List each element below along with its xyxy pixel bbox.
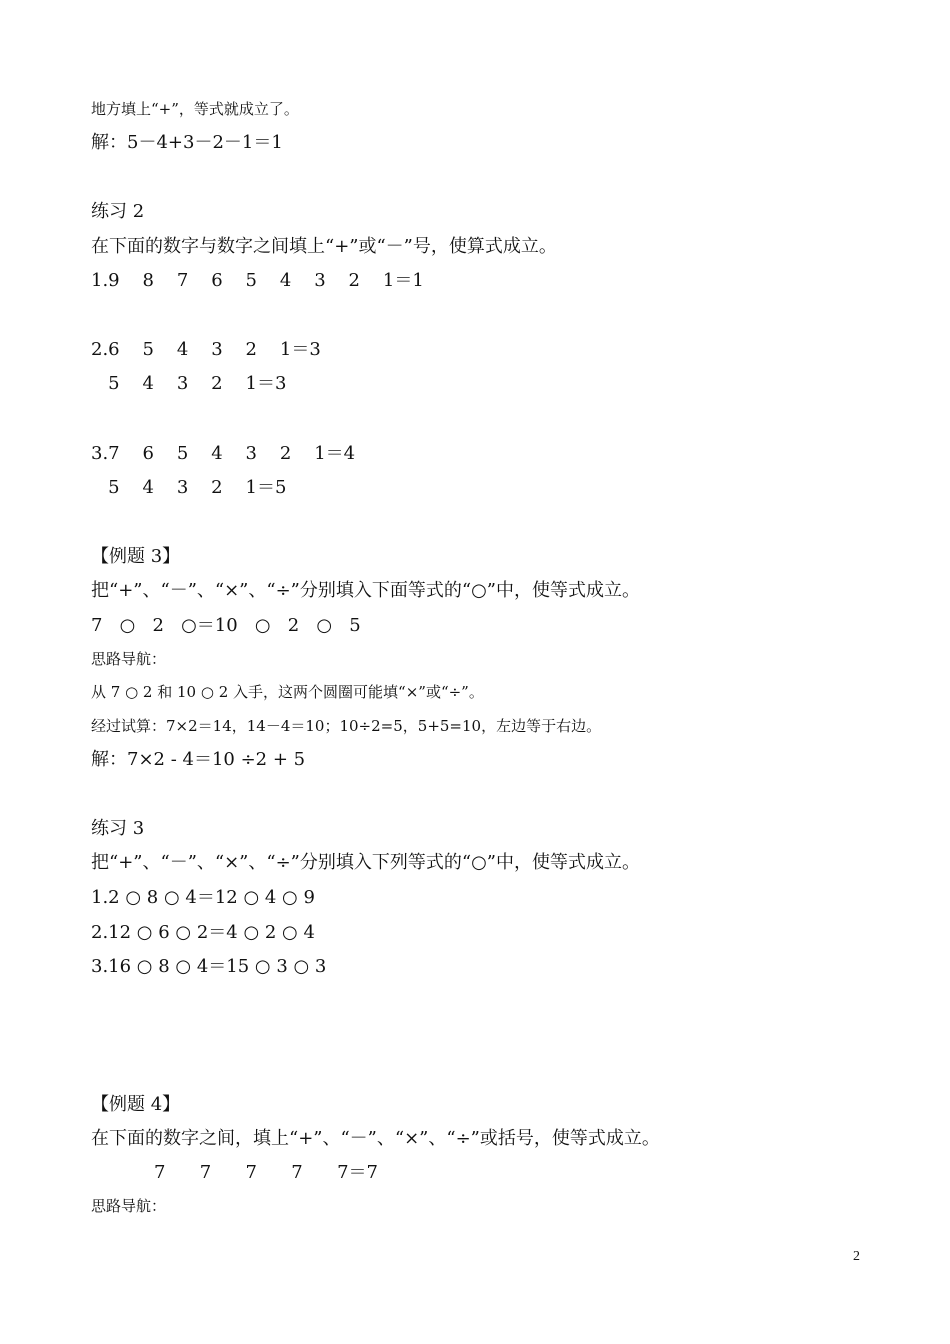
exercise-item: 1.2 ○ 8 ○ 4＝12 ○ 4 ○ 9	[91, 887, 315, 908]
exercise-item: 5 4 3 2 1＝5	[91, 477, 287, 498]
example-instruction: 把“+”、“－”、“×”、“÷”分别填入下面等式的“○”中，使等式成立。	[91, 580, 640, 601]
exercise-heading: 练习 3	[91, 818, 145, 839]
exercise-item: 2.6 5 4 3 2 1＝3	[91, 339, 321, 360]
exercise-instruction: 把“+”、“－”、“×”、“÷”分别填入下列等式的“○”中，使等式成立。	[91, 852, 640, 873]
exercise-instruction: 在下面的数字与数字之间填上“+”或“－”号，使算式成立。	[91, 236, 557, 257]
example-equation: 7 7 7 7 7＝7	[91, 1162, 378, 1183]
exercise-item: 1.9 8 7 6 5 4 3 2 1＝1	[91, 270, 424, 291]
hint-text: 从 7 ○ 2 和 10 ○ 2 入手，这两个圆圈可能填“×”或“÷”。	[91, 683, 484, 701]
solution-line: 解：5－4+3－2－1＝1	[91, 132, 283, 153]
hint-heading: 思路导航：	[91, 1197, 167, 1215]
example-instruction: 在下面的数字之间，填上“+”、“－”、“×”、“÷”或括号，使等式成立。	[91, 1128, 660, 1149]
text-line: 地方填上“+”，等式就成立了。	[91, 100, 299, 118]
hint-text: 经过试算：7×2＝14，14－4＝10；10÷2=5，5+5=10，左边等于右边。	[91, 717, 602, 735]
exercise-heading: 练习 2	[91, 201, 145, 222]
example-heading: 【例题 4】	[91, 1094, 181, 1115]
exercise-item: 5 4 3 2 1＝3	[91, 373, 287, 394]
example-heading: 【例题 3】	[91, 546, 181, 567]
solution-line: 解：7×2 - 4＝10 ÷2 + 5	[91, 749, 306, 770]
exercise-item: 2.12 ○ 6 ○ 2＝4 ○ 2 ○ 4	[91, 922, 315, 943]
exercise-item: 3.7 6 5 4 3 2 1＝4	[91, 443, 356, 464]
page-number: 2	[853, 1249, 860, 1264]
hint-heading: 思路导航：	[91, 650, 167, 668]
exercise-item: 3.16 ○ 8 ○ 4＝15 ○ 3 ○ 3	[91, 956, 327, 977]
example-equation: 7 ○ 2 ○＝10 ○ 2 ○ 5	[91, 615, 361, 636]
